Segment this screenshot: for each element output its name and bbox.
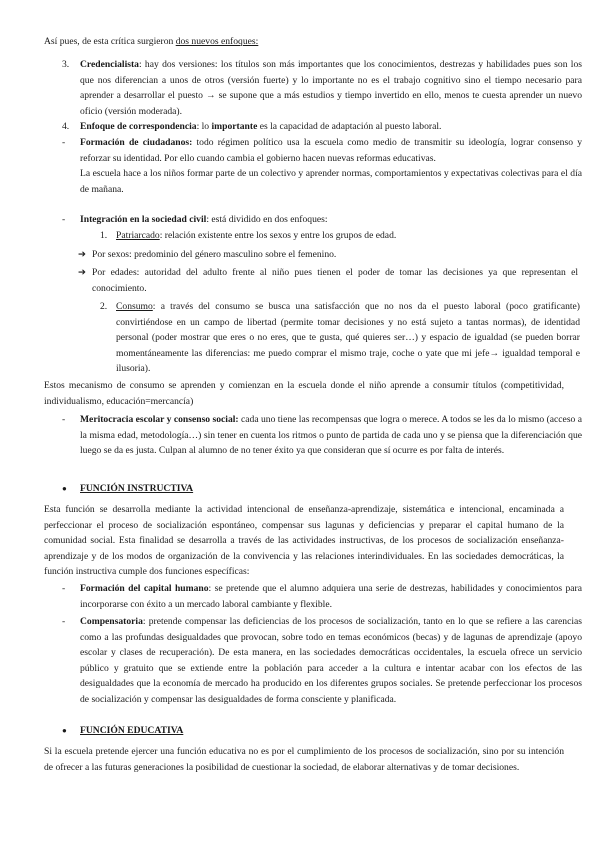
- item-text: : a través del consumo se busca una satisfacción que no nos da el puesto laboral (poco gratificante) convirtiéndose en un campo de libertad (permite tomar decisiones y no está sujeto a tantas normas), de identidad personal (poder mostrar que eres o no eres, que te gusta, qué quieres ser…) y espacio de igualdad (se pueden borrar momentáneamente las diferencias: me puedo comprar el mismo traje, coche o yate que mi jefe→ igualdad temporal e ilusoria).: [116, 301, 580, 375]
- consumo-item: [100, 299, 580, 377]
- item-term: Enfoque de correspondencia: [80, 121, 197, 132]
- item-number: 2.: [100, 301, 108, 312]
- item-text: : pretende compensar las deficiencias de los procesos de socialización, tanto en lo que se refiere a las carencias como a las profundas desigualdades que provocan, sobre todo en temas económicos (becas) y de lagunas de aprendizaje (apoyo escolar y clases de recuperación). De esta manera, en las sociedades democráticas occidentales, la escuela ofrece un servicio público y gratuito que se extiende entre la población para acceder a la cultura e intentar acabar con los efectos de las desigualdades que la economía de mercado ha producido en los diferentes grupos sociales. Se pretende perfeccionar los procesos de socialización y compensar las desigualdades de forma consciente y planificada.: [80, 616, 582, 705]
- intro-paragraph: [44, 34, 556, 50]
- bullet-icon: ●: [62, 726, 67, 735]
- intro-text: Así pues, de esta crítica surgieron: [44, 36, 176, 47]
- capital-humano-item: [62, 581, 582, 612]
- item-text: : relación existente entre los sexos y entre los grupos de edad.: [159, 230, 397, 241]
- item-text: es la capacidad de adaptación al puesto laboral.: [257, 121, 442, 132]
- item-term: Patriarcado: [116, 230, 160, 241]
- item-text: todo régimen político usa la escuela como medio de transmitir su ideología, lograr consenso y reforzar su identidad. Por ello cuando cambia el gobierno hacen nuevas reformas educativas.: [80, 137, 582, 164]
- heading-funcion-instructiva: [62, 481, 582, 497]
- meritocracia-item: [62, 412, 582, 459]
- item-3-credencialista: [62, 57, 582, 119]
- item-term: Formación de ciudadanos:: [80, 137, 193, 148]
- item-term: Compensatoria: [80, 616, 143, 627]
- item-term: Formación del capital humano: [80, 583, 209, 594]
- item-number: 4.: [62, 121, 70, 132]
- item-number: 3.: [62, 59, 70, 70]
- arrow-icon: ➔: [78, 267, 87, 278]
- section-heading: FUNCIÓN INSTRUCTIVA: [80, 483, 194, 494]
- dash-marker: -: [62, 616, 66, 627]
- item-term: Meritocracia escolar y consenso social:: [80, 414, 239, 425]
- item-4-correspondencia: [62, 119, 582, 135]
- bullet-icon: ●: [62, 484, 67, 493]
- item-term: Credencialista: [80, 59, 139, 70]
- section-heading: FUNCIÓN EDUCATIVA: [80, 725, 184, 736]
- educativa-paragraph: Si la escuela pretende ejercer una función educativa no es por el cumplimiento de los procesos de socialización, sino por su intención de ofrecer a las futuras generaciones la posibilidad de cuestionar la sociedad, de elaborar alternativas y de tomar decisiones.: [44, 746, 564, 773]
- item-term: Consumo: [116, 301, 153, 312]
- arrow-icon: ➔: [78, 249, 87, 260]
- item-text: Por edades: autoridad del adulto frente al niño pues tienen el poder de tomar las decisiones ya que representan el conocimiento.: [92, 267, 578, 294]
- dash-marker: -: [62, 414, 66, 425]
- patriarcado-item: [100, 228, 580, 244]
- item-text: : se pretende que el alumno adquiera una serie de destrezas, habilidades y conocimientos para incorporarse con éxito a un mercado laboral cambiante y flexible.: [80, 583, 582, 610]
- item-text-2: La escuela hace a los niños formar parte de un colectivo y aprender normas, comportamientos y expectativas colectivas para el día de mañana.: [80, 168, 582, 195]
- integracion-sociedad-civil: [62, 212, 582, 228]
- dash-marker: -: [62, 214, 66, 225]
- dash-marker: -: [62, 137, 66, 148]
- heading-funcion-educativa: [62, 723, 582, 739]
- mecanismo-paragraph: Estos mecanismo de consumo se aprenden y comienzan en la escuela donde el niño aprende a consumir títulos (competitividad, individualismo, educación=mercancía): [44, 380, 564, 407]
- item-text: : hay dos versiones: los títulos son más importantes que los conocimientos, destrezas y habilidades pues son los que nos diferencian a unos de otros (versión fuerte) y lo importante no es el trabajo cognitivo sino el tiempo necesario para aprender a desarrollar el puesto → se supone que a más estudios y tiempo invertido en ello, menos te cuesta aprender un nuevo oficio (versión moderada).: [80, 59, 582, 117]
- por-sexos-item: [78, 247, 578, 263]
- item-number: 1.: [100, 230, 108, 241]
- item-key: importante: [211, 121, 258, 132]
- instructiva-paragraph: Esta función se desarrolla mediante la actividad intencional de enseñanza-aprendizaje, sistemática e intencional, encaminada a perfeccionar el proceso de socialización espontáneo, compensar sus lagunas y deficiencias y preparar el capital humano de la comunidad social. Esta finalidad se desarrolla a través de las actividades instructivas, de los procesos de socialización enseñanza-aprendizaje y de los modos de organización de la convivencia y las relaciones interindividuales. En las sociedades democráticas, la función instructiva cumple dos funciones específicas:: [44, 504, 564, 578]
- formacion-ciudadanos: [62, 135, 582, 197]
- compensatoria-item: [62, 614, 582, 708]
- dash-marker: -: [62, 583, 66, 594]
- intro-underlined: dos nuevos enfoques:: [175, 36, 259, 47]
- item-text: cada uno tiene las recompensas que logra o merece. A todos se les da lo mismo (acceso a la misma edad, metodología…) sin tener en cuenta los ritmos o punto de partida de cada uno y se piensa que la diferenciación que luego se da es justa. Culpan al alumno de no tener éxito ya que consideran que sí ocurre es por falta de interés.: [80, 414, 583, 457]
- item-term: Integración en la sociedad civil: [80, 214, 207, 225]
- item-text: : está dividido en dos enfoques:: [206, 214, 328, 225]
- por-edades-item: [78, 265, 578, 296]
- item-text: Por sexos: predominio del género masculino sobre el femenino.: [92, 249, 337, 260]
- item-sep: : lo: [196, 121, 212, 132]
